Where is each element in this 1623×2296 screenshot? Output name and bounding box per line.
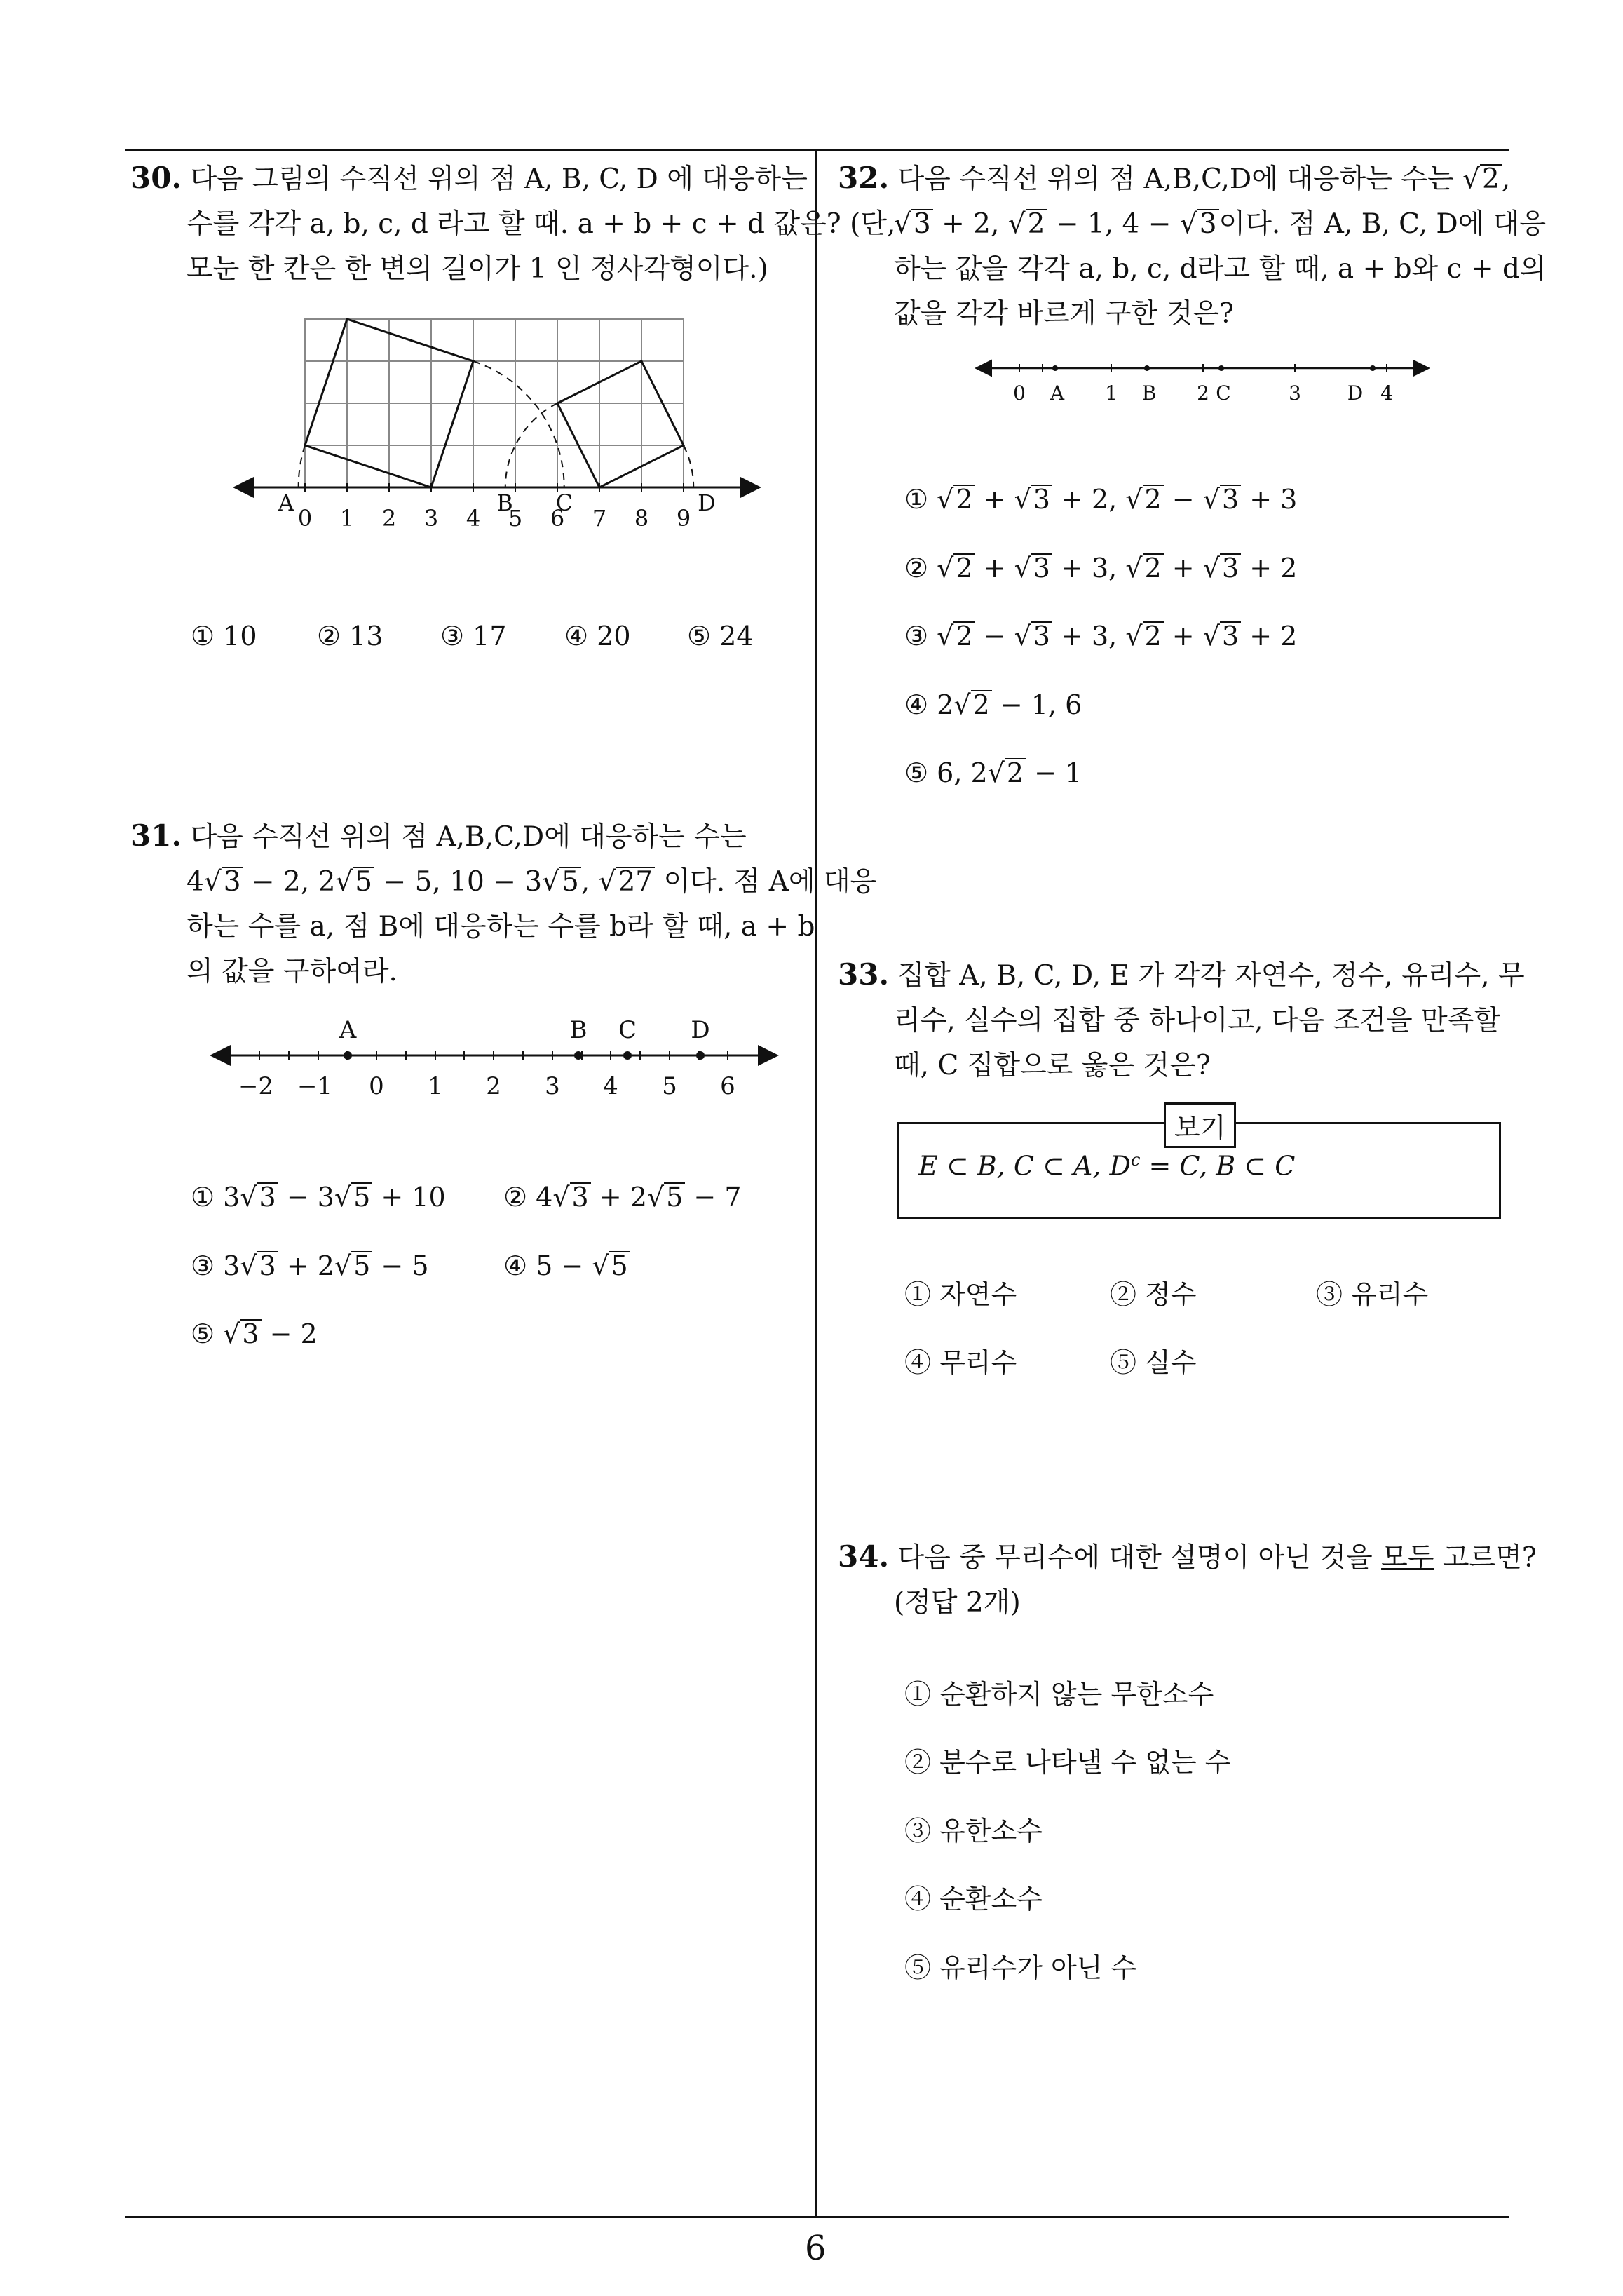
q31-c5-pre: ⑤	[191, 1318, 224, 1349]
question-33	[838, 952, 1525, 1088]
q31-tick-6: 6	[720, 1072, 735, 1100]
q30-text-line3: 모눈 한 칸은 한 변의 길이가 1 인 정사각형이다.)	[186, 253, 768, 285]
q31-l2i: 이다. 점 A에 대응	[655, 866, 877, 898]
q32-l2-root2: 2	[1026, 209, 1047, 239]
question-32	[838, 156, 1547, 337]
q32-text-line2: √3 + 2, √2 − 1, 4 − √3이다. 점 A, B, C, D에 대응	[894, 208, 1547, 240]
q31-c4-pre: ④ 5 −	[503, 1250, 592, 1281]
q30-tick-1: 1	[339, 505, 355, 532]
q33-choice-3[interactable]: ③ 유리수	[1316, 1279, 1429, 1310]
q32-l2-root1: 3	[911, 209, 933, 239]
q32-figure	[971, 351, 1434, 414]
q30-tick-2: 2	[381, 505, 397, 532]
q31-c3-post: − 5	[372, 1250, 429, 1281]
q34-text-line2: (정답 2개)	[894, 1587, 1021, 1619]
question-30	[130, 156, 895, 292]
q32-c2-pre: ②	[904, 553, 937, 583]
q32-c3-a: −	[975, 621, 1014, 651]
q31-l2a: 4	[186, 866, 204, 898]
q31-point-a: A	[339, 1016, 357, 1044]
page-number: 6	[805, 2229, 827, 2268]
q32-l1b: ,	[1501, 163, 1511, 195]
q31-figure	[207, 1013, 782, 1112]
q33-text-line1: 집합 A, B, C, D, E 가 각각 자연수, 정수, 유리수, 무	[897, 960, 1525, 992]
q31-l2-root1: 3	[222, 867, 243, 897]
q30-point-b: B	[496, 489, 513, 516]
q30-choice-1[interactable]: ① 10	[191, 621, 257, 651]
q32-c1-r4: 3	[1220, 485, 1241, 514]
q30-tick-7: 7	[592, 505, 607, 532]
q32-c2-b: + 3,	[1052, 553, 1126, 583]
q31-l2e: − 5, 10 − 3	[374, 866, 543, 898]
q32-l1a: 다음 수직선 위의 점 A,B,C,D에 대응하는 수는	[897, 163, 1463, 195]
q31-c2-r2: 5	[664, 1182, 685, 1212]
q32-choice-5[interactable]: ⑤ 6, 2√2 − 1	[904, 757, 1082, 788]
q32-choice-1[interactable]: ① √2 + √3 + 2, √2 − √3 + 3	[904, 484, 1298, 515]
q32-c4-a: − 1, 6	[991, 689, 1082, 720]
q31-tick-5: 5	[662, 1072, 677, 1100]
q32-choice-2[interactable]: ② √2 + √3 + 3, √2 + √3 + 2	[904, 553, 1298, 583]
q32-c3-r2: 3	[1031, 621, 1052, 651]
q32-c2-c: +	[1163, 553, 1203, 583]
q30-point-d: D	[698, 489, 716, 516]
q32-c1-r3: 2	[1143, 485, 1164, 514]
q32-choice-3[interactable]: ③ √2 − √3 + 3, √2 + √3 + 2	[904, 621, 1298, 651]
question-34	[838, 1534, 1537, 1626]
q33-text-line2: 리수, 실수의 집합 중 하나이고, 다음 조건을 만족할	[894, 1005, 1501, 1036]
q32-tick-2: 2	[1197, 381, 1209, 405]
q30-choice-3[interactable]: ③ 17	[440, 621, 507, 651]
q31-l2-root3: 5	[559, 867, 581, 897]
q30-choice-2[interactable]: ② 13	[317, 621, 383, 651]
q33-box-title: 보기	[1164, 1102, 1236, 1148]
q32-c3-pre: ③	[904, 621, 937, 651]
q30-tick-9: 9	[676, 505, 691, 532]
q32-text-line3: 하는 값을 각각 a, b, c, d라고 할 때, a + b와 c + d의	[894, 253, 1547, 285]
q32-l2c: 이다. 점 A, B, C, D에 대응	[1218, 208, 1547, 240]
q33-choice-5[interactable]: ⑤ 실수	[1110, 1347, 1197, 1378]
column-divider	[815, 149, 817, 2217]
q32-point-a: A	[1050, 381, 1065, 405]
q30-right-square	[557, 361, 684, 487]
q33-number: 33.	[838, 957, 890, 992]
q33-box-content	[918, 1150, 1295, 1182]
q32-point-d: D	[1347, 381, 1364, 405]
q31-point-c: C	[618, 1016, 637, 1044]
q34-underlined-word: 모두	[1381, 1542, 1434, 1574]
q32-point-b: B	[1141, 381, 1157, 405]
q34-number: 34.	[838, 1539, 890, 1574]
q32-c1-pre: ①	[904, 484, 937, 515]
q32-c3-r3: 2	[1143, 621, 1164, 651]
q32-c5-pre: ⑤ 6, 2	[904, 757, 988, 788]
q33-box-a: E ⊂ B, C ⊂ A, D	[918, 1150, 1131, 1182]
q31-choice-1[interactable]: ① 3√3 − 3√5 + 10	[191, 1182, 446, 1213]
q32-c2-d: + 2	[1241, 553, 1298, 583]
question-31	[130, 813, 876, 994]
q32-point-c: C	[1216, 381, 1231, 405]
q30-tick-0: 0	[297, 505, 313, 532]
q34-choice-2[interactable]: ② 분수로 나타낼 수 없는 수	[904, 1747, 1231, 1778]
q32-c5-a: − 1	[1026, 757, 1082, 788]
q30-point-c: C	[555, 489, 573, 516]
q32-c1-r2: 3	[1031, 485, 1052, 514]
q31-choice-5[interactable]: ⑤ √3 − 2	[191, 1318, 318, 1349]
q31-c2-r1: 3	[570, 1182, 591, 1212]
q32-c2-r2: 3	[1031, 553, 1052, 583]
q30-tick-5: 5	[508, 505, 523, 532]
q30-tick-4: 4	[466, 505, 481, 532]
q30-number: 30.	[130, 161, 182, 195]
q30-tick-3: 3	[423, 505, 439, 532]
q33-choice-4[interactable]: ④ 무리수	[904, 1347, 1017, 1378]
q31-l2g: ,	[580, 866, 599, 898]
q31-choice-2[interactable]: ② 4√3 + 2√5 − 7	[503, 1182, 742, 1213]
q33-box-sup: c	[1130, 1150, 1141, 1170]
q34-choice-5[interactable]: ⑤ 유리수가 아닌 수	[904, 1952, 1137, 1983]
q30-tick-6: 6	[550, 505, 565, 532]
q30-arc-a	[299, 445, 305, 487]
q32-c3-r1: 2	[953, 621, 975, 651]
q31-tick-4: 4	[603, 1072, 618, 1100]
q30-choice-4[interactable]: ④ 20	[564, 621, 631, 651]
q32-c1-a: +	[975, 484, 1014, 515]
q31-c2-mid: + 2	[590, 1182, 647, 1213]
q31-line1	[130, 813, 876, 860]
q32-c5-r1: 2	[1005, 758, 1026, 788]
q33-text-line3: 때, C 집합으로 옳은 것은?	[894, 1050, 1211, 1081]
q34-l1b: 고르면?	[1434, 1542, 1537, 1574]
q31-text-line2: 4√3 − 2, 2√5 − 5, 10 − 3√5, √27 이다. 점 A에 대응	[186, 866, 877, 898]
q32-c3-r4: 3	[1220, 621, 1241, 651]
q34-l1a: 다음 중 무리수에 대한 설명이 아닌 것을	[897, 1542, 1382, 1574]
q32-c2-r4: 3	[1220, 553, 1241, 583]
q32-tick-0: 0	[1013, 381, 1026, 405]
q31-c2-pre: ② 4	[503, 1182, 553, 1213]
q31-c5-post: − 2	[261, 1318, 318, 1349]
q31-c4-r1: 5	[609, 1251, 630, 1281]
q31-c3-pre: ③ 3	[191, 1250, 240, 1281]
q31-c1-mid: − 3	[278, 1182, 334, 1213]
q31-point-d: D	[691, 1016, 710, 1044]
q31-c1-post: + 10	[372, 1182, 446, 1213]
q32-c1-r1: 2	[953, 485, 975, 514]
q31-c1-r1: 3	[257, 1182, 278, 1212]
q30-text-line1: 다음 그림의 수직선 위의 점 A, B, C, D 에 대응하는	[190, 163, 808, 195]
q31-tick-3: 3	[545, 1072, 560, 1100]
q32-l2b: − 1, 4 −	[1047, 208, 1180, 240]
q30-arc-d	[684, 445, 693, 487]
q33-choice-1[interactable]: ① 자연수	[904, 1279, 1017, 1310]
q30-figure	[224, 309, 771, 540]
q30-tick-8: 8	[634, 505, 649, 532]
q32-c3-d: + 2	[1241, 621, 1298, 651]
q32-l2a: + 2,	[932, 208, 1008, 240]
q32-c2-r1: 2	[953, 553, 975, 583]
q31-text-line1: 다음 수직선 위의 점 A,B,C,D에 대응하는 수는	[190, 821, 747, 853]
q31-text-line3: 하는 수를 a, 점 B에 대응하는 수를 b라 할 때, a + b	[186, 911, 815, 943]
q32-line1: 32. 다음 수직선 위의 점 A,B,C,D에 대응하는 수는 √2,	[838, 161, 1511, 195]
q32-l1-root: 2	[1480, 164, 1502, 194]
q33-choice-2[interactable]: ② 정수	[1110, 1279, 1197, 1310]
q30-arc-b	[473, 361, 564, 487]
q32-c3-b: + 3,	[1052, 621, 1126, 651]
q32-tick-4: 4	[1380, 381, 1393, 405]
bottom-rule	[125, 2216, 1509, 2218]
q34-line1	[838, 1534, 1537, 1581]
q32-c2-r3: 2	[1143, 553, 1164, 583]
q32-c4-pre: ④ 2	[904, 689, 954, 720]
q32-tick-1: 1	[1105, 381, 1118, 405]
q32-c1-c: −	[1163, 484, 1203, 515]
q31-c3-r2: 5	[351, 1251, 372, 1281]
q31-text-line4: 의 값을 구하여라.	[186, 956, 398, 987]
q32-tick-3: 3	[1289, 381, 1301, 405]
q32-c3-c: +	[1163, 621, 1203, 651]
q33-box-b: = C, B ⊂ C	[1140, 1150, 1296, 1182]
q32-c1-b: + 2,	[1052, 484, 1126, 515]
q32-text-line4: 값을 각각 바르게 구한 것은?	[894, 298, 1234, 330]
q31-c3-r1: 3	[257, 1251, 278, 1281]
q32-choice-4[interactable]: ④ 2√2 − 1, 6	[904, 689, 1082, 720]
q31-l2c: − 2, 2	[243, 866, 336, 898]
q34-choice-4[interactable]: ④ 순환소수	[904, 1884, 1043, 1915]
q31-choice-4[interactable]: ④ 5 − √5	[503, 1250, 630, 1281]
q32-c4-r1: 2	[971, 690, 992, 720]
q30-grid	[305, 319, 684, 487]
q32-number: 32.	[838, 161, 890, 195]
q31-tick-2: 2	[486, 1072, 501, 1100]
q33-line1	[838, 952, 1525, 999]
q30-line1	[130, 156, 895, 202]
q31-c2-post: − 7	[685, 1182, 742, 1213]
q31-point-b: B	[569, 1016, 588, 1044]
q34-choice-1[interactable]: ① 순환하지 않는 무한소수	[904, 1679, 1214, 1710]
q30-text-line2: 수를 각각 a, b, c, d 라고 할 때. a + b + c + d 값은? (단,	[186, 208, 896, 240]
q31-choice-3[interactable]: ③ 3√3 + 2√5 − 5	[191, 1250, 429, 1281]
q31-number: 31.	[130, 818, 182, 853]
q31-c1-r2: 5	[351, 1182, 372, 1212]
q31-c3-mid: + 2	[278, 1250, 334, 1281]
q31-tick-0: 0	[369, 1072, 384, 1100]
q31-l2-root2: 5	[353, 867, 374, 897]
q32-c2-a: +	[975, 553, 1014, 583]
q30-point-a: A	[278, 489, 294, 516]
q31-tick-m2: −2	[238, 1072, 274, 1100]
q31-tick-1: 1	[428, 1072, 443, 1100]
q31-tick-m1: −1	[297, 1072, 333, 1100]
q32-c1-d: + 3	[1241, 484, 1298, 515]
q31-c5-r1: 3	[240, 1319, 261, 1349]
q31-c1-pre: ① 3	[191, 1182, 240, 1213]
q30-choice-5[interactable]: ⑤ 24	[687, 621, 754, 651]
q32-l2-root3: 3	[1197, 209, 1219, 239]
q31-l2-root4: 27	[616, 867, 655, 897]
q34-choice-3[interactable]: ③ 유한소수	[904, 1816, 1043, 1846]
